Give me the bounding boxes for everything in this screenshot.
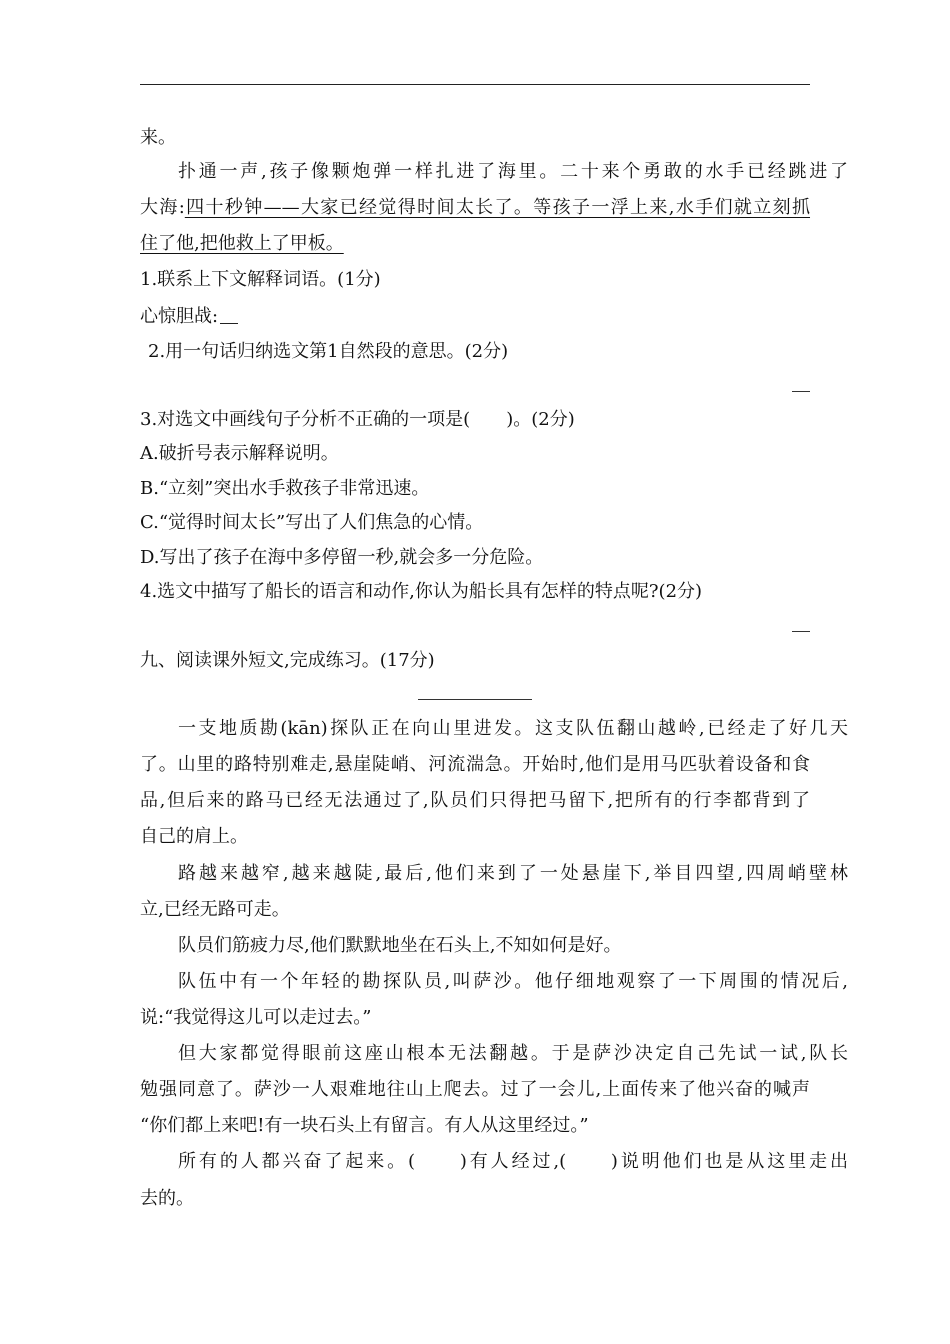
option-d: D.写出了孩子在海中多停留一秒,就会多一分危险。 (140, 547, 544, 568)
answer-line-q4[interactable] (792, 631, 810, 632)
header-rule (140, 84, 810, 85)
passage-line-1: 扑通一声,孩子像颗炮弹一样扎进了海里。二十来个勇敢的水手已经跳进了 (178, 161, 848, 182)
story-line-0: 一支地质勘(kān)探队正在向山里进发。这支队伍翻山越岭,已经走了好几天 (178, 718, 848, 739)
story-line-4: 路越来越窄,越来越陡,最后,他们来到了一处悬崖下,举目四望,四周峭壁林 (178, 863, 848, 884)
story-line-10: 勉强同意了。萨沙一人艰难地往山上爬去。过了一会儿,上面传来了他兴奋的喊声 (140, 1079, 810, 1100)
option-b: B.“立刻”突出水手救孩子非常迅速。 (140, 478, 430, 499)
story-line-5: 立,已经无路可走。 (140, 899, 290, 920)
underlined-sentence-part1: 四十秒钟——大家已经觉得时间太长了。等孩子一浮上来,水手们就立刻抓 (184, 197, 811, 218)
story-line-7: 队伍中有一个年轻的勘探队员,叫萨沙。他仔细地观察了一下周围的情况后, (178, 971, 848, 992)
term-label: 心惊胆战: (140, 306, 219, 327)
story-line-8: 说:“我觉得这儿可以走过去。” (140, 1007, 372, 1028)
story-line-3: 自己的肩上。 (140, 826, 248, 847)
story-line-12: 所有的人都兴奋了起来。( )有人经过,( )说明他们也是从这里走出 (178, 1151, 848, 1172)
underlined-sentence-part2: 住了他,把他救上了甲板。 (140, 233, 344, 254)
story-line-2: 品,但后来的路马已经无法通过了,队员们只得把马留下,把所有的行李都背到了 (140, 790, 810, 811)
title-blank-line[interactable] (418, 699, 532, 700)
story-line-6: 队员们筋疲力尽,他们默默地坐在石头上,不知如何是好。 (178, 935, 622, 956)
question-2: 2.用一句话归纳选文第1自然段的意思。(2分) (148, 341, 509, 362)
option-c: C.“觉得时间太长”写出了人们焦急的心情。 (140, 512, 484, 533)
story-line-11: “你们都上来吧!有一块石头上有留言。有人从这里经过。” (140, 1115, 589, 1136)
section-9-heading: 九、阅读课外短文,完成练习。(17分) (140, 650, 435, 671)
question-4: 4.选文中描写了船长的语言和动作,你认为船长具有怎样的特点呢?(2分) (140, 581, 703, 602)
passage-line-2-plain: 大海: (140, 197, 185, 218)
question-1: 1.联系上下文解释词语。(1分) (140, 269, 381, 290)
story-line-1: 了。山里的路特别难走,悬崖陡峭、河流湍急。开始时,他们是用马匹驮着设备和食 (140, 754, 810, 775)
story-line-13: 去的。 (140, 1188, 194, 1209)
passage-line-3 (140, 232, 810, 256)
question-1-term (140, 305, 810, 329)
answer-blank[interactable] (220, 307, 238, 324)
answer-line-q2[interactable] (792, 391, 810, 392)
option-a: A.破折号表示解释说明。 (140, 443, 339, 464)
passage-line-2 (140, 196, 810, 220)
question-3: 3.对选文中画线句子分析不正确的一项是( )。(2分) (140, 409, 575, 430)
story-line-9: 但大家都觉得眼前这座山根本无法翻越。于是萨沙决定自己先试一试,队长 (178, 1043, 848, 1064)
passage-line-0: 来。 (140, 127, 176, 148)
